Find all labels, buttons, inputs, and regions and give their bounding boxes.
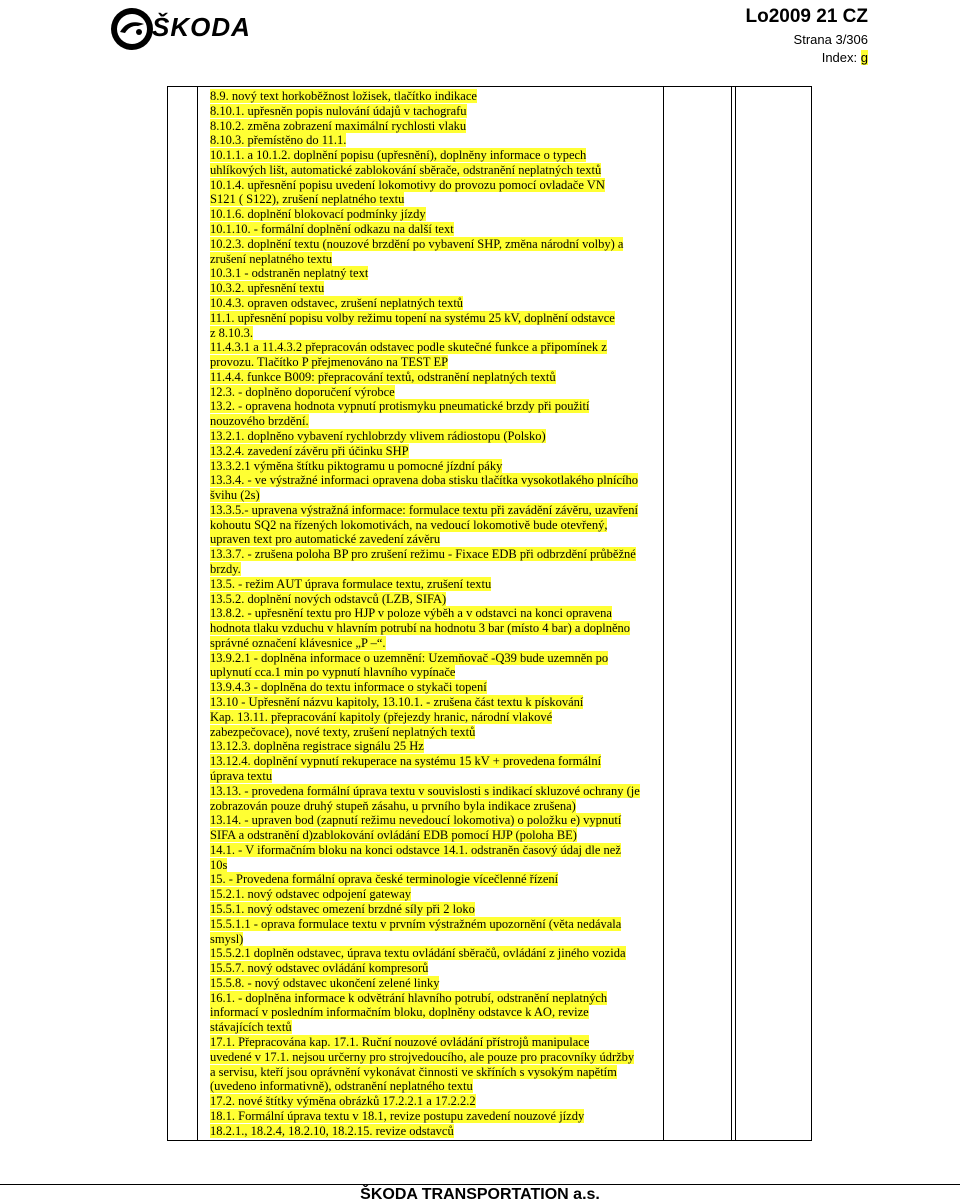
change-line [210,961,660,976]
change-line [210,577,660,592]
change-line [210,429,660,444]
change-line-text: 13.2. - opravena hodnota vypnutí protismyku pneumatické brzdy při použití [210,399,590,414]
change-line [210,976,660,991]
change-line-text: 13.5.2. doplnění nových odstavců (LZB, SIFA) [210,591,447,606]
change-line [210,606,660,621]
change-line-text: 18.2.1., 18.2.4, 18.2.10, 18.2.15. revize odstavců [210,1123,454,1138]
change-line-text: 13.12.4. doplnění vypnutí rekuperace na systému 15 kV + provedena formální [210,754,602,769]
change-line-text: 13.9.4.3 - doplněna do textu informace o stykači topení [210,680,487,695]
page-number: Strana 3/306 [793,32,868,47]
change-line [210,739,660,754]
change-line [210,813,660,828]
change-line [210,725,660,740]
change-line-text: švihu (2s) [210,488,260,503]
change-line [210,1035,660,1050]
change-line-text: upraven text pro automatické zavedení závěru [210,532,441,547]
change-line [210,222,660,237]
page-header [0,0,960,80]
change-line [210,1050,660,1065]
change-line [210,651,660,666]
brand-wordmark: ŠKODA [152,12,251,42]
change-line [210,828,660,843]
change-line [210,266,660,281]
change-line-text: 10.1.6. doplnění blokovací podmínky jízdy [210,207,426,222]
change-line [210,843,660,858]
change-line [210,119,660,134]
change-line [210,296,660,311]
change-line-text: 12.3. - doplněno doporučení výrobce [210,384,395,399]
change-line-text: 13.14. - upraven bod (zapnutí režimu nevedoucí lokomotiva) o položku e) vypnutí [210,813,622,828]
change-line-text: 10.4.3. opraven odstavec, zrušení neplatných textů [210,295,464,310]
change-line-text: 18.1. Formální úprava textu v 18.1, revize postupu zavedení nouzové jízdy [210,1108,585,1123]
change-line [210,414,660,429]
change-line-text: zobrazován pouze druhý stupeň zásahu, u prvního byla indikace zrušena) [210,798,576,813]
change-line-text: 10.3.1 - odstraněn neplatný text [210,266,369,281]
change-line [210,858,660,873]
change-line [210,799,660,814]
change-line [210,311,660,326]
footer-divider [0,1184,960,1185]
change-line-text: hodnota tlaku vzduchu v hlavním potrubí na hodnotu 3 bar (místo 4 bar) a doplněno [210,621,631,636]
change-line [210,488,660,503]
column-divider [731,87,732,1140]
change-line-text: uhlíkových lišt, automatické zablokování sběrače, odstranění neplatných textů [210,162,602,177]
change-line [210,237,660,252]
change-line-text: 13.2.1. doplněno vybavení rychlobrzdy vlivem rádiostopu (Polsko) [210,428,546,443]
change-line-text: provozu. Tlačítko P přejmenováno na TEST EP [210,355,449,370]
change-line [210,872,660,887]
change-line-text: smysl) [210,931,244,946]
change-line-text: správné označení klávesnice „P –“. [210,635,386,650]
change-line-text: 13.8.2. - upřesnění textu pro HJP v poloze výběh a v odstavci na konci opravena [210,606,612,621]
change-line-text: zabezpečovace), nové texty, zrušení neplatných textů [210,724,476,739]
change-line [210,385,660,400]
change-line [210,991,660,1006]
change-line [210,370,660,385]
change-line [210,532,660,547]
change-line-text: 11.4.3.1 a 11.4.3.2 přepracován odstavec podle skutečné funkce a připomínek z [210,340,607,355]
change-line-text: 13.5. - režim AUT úprava formulace textu, zrušení textu [210,576,492,591]
change-line-text: 8.10.2. změna zobrazení maximální rychlosti vlaku [210,118,467,133]
change-line-text: 13.12.3. doplněna registrace signálu 25 Hz [210,739,424,754]
change-line-text: uvedené v 17.1. nejsou určerny pro strojvedoucího, ale pouze pro pracovníky údržby [210,1049,635,1064]
change-line-text: 13.3.4. - ve výstražné informaci opravena doba stisku tlačítka vysokotlakého plnícího [210,473,639,488]
change-line [210,547,660,562]
change-line [210,1079,660,1094]
change-line-text: 13.2.4. zavedení závěru při účinku SHP [210,443,409,458]
change-line-text: z 8.10.3. [210,325,254,340]
change-line-text: 8.9. nový text horkoběžnost ložisek, tlačítko indikace [210,89,477,103]
change-line-text: 15.5.8. - nový odstavec ukončení zelené linky [210,975,440,990]
change-line [210,1020,660,1035]
change-line-text: 10s [210,857,228,872]
index-value: g [860,50,868,65]
change-line-text: 10.1.10. - formální doplnění odkazu na další text [210,222,454,237]
change-line-text: 15.5.1.1 - oprava formulace textu v prvním výstražném upozornění (věta nedávala [210,916,622,931]
change-line-text: 16.1. - doplněna informace k odvětrání hlavního potrubí, odstranění neplatných [210,990,608,1005]
change-line-text: uplynutí cca.1 min po vypnutí hlavního vypínače [210,665,456,680]
change-line-text: a servisu, kteří jsou oprávnění vykonávat činnosti ve skříních s vysokým napětím [210,1064,617,1079]
change-line-text: 10.1.1. a 10.1.2. doplnění popisu (upřesnění), doplněny informace o typech [210,148,587,163]
change-line [210,769,660,784]
change-line [210,562,660,577]
change-line-text: Kap. 13.11. přepracování kapitoly (přejezdy hranic, národní vlakové [210,709,553,724]
change-line [210,1094,660,1109]
change-line-text: informací v posledním informačním bloku, doplněny odstavce k AO, revize [210,1005,589,1020]
index-line [822,50,868,65]
change-line [210,1065,660,1080]
change-line [210,133,660,148]
change-line-text: (uvedeno informativně), odstranění neplatného textu [210,1079,473,1094]
change-line [210,680,660,695]
column-divider [197,87,198,1140]
change-line [210,192,660,207]
change-line-text: 8.10.3. přemístěno do 11.1. [210,133,347,148]
change-line [210,340,660,355]
change-line [210,503,660,518]
change-line-text: 11.1. upřesnění popisu volby režimu topení na systému 25 kV, doplnění odstavce [210,310,615,325]
change-line [210,148,660,163]
change-line-text: 15.5.2.1 doplněn odstavec, úprava textu ovládání sběračů, ovládání z jiného vozida [210,946,626,961]
change-line [210,754,660,769]
index-label: Index: [821,50,858,65]
change-line-text: 8.10.1. upřesněn popis nulování údajů v tachografu [210,103,467,118]
change-line [210,518,660,533]
change-line-text: 10.2.3. doplnění textu (nouzové brzdění po vybavení SHP, změna národní volby) a [210,236,624,251]
change-line [210,178,660,193]
change-line-text: S121 ( S122), zrušení neplatného textu [210,192,405,207]
change-line [210,1124,660,1139]
change-line-text: 17.1. Přepracována kap. 17.1. Ruční nouzové ovládání přístrojů manipulace [210,1035,590,1049]
change-line-text: SIFA a odstranění d)zablokování ovládání EDB pomocí HJP (poloha BE) [210,828,577,843]
change-line [210,946,660,961]
change-line [210,784,660,799]
change-line [210,1109,660,1124]
document-id: Lo2009 21 CZ [745,6,868,27]
change-line [210,399,660,414]
change-list [210,89,660,1138]
change-line [210,1005,660,1020]
change-line-text: nouzového brzdění. [210,414,309,429]
change-line-text: 15. - Provedena formální oprava české terminologie vícečlenné řízení [210,872,559,887]
change-line-text: 13.10 - Upřesnění názvu kapitoly, 13.10.1. - zrušena část textu k pískování [210,695,584,710]
change-line [210,636,660,651]
change-line [210,163,660,178]
change-line-text: 15.5.7. nový odstavec ovládání kompresorů [210,961,429,976]
change-line-text: brzdy. [210,562,241,576]
change-line-text: úprava textu [210,768,273,783]
change-line [210,355,660,370]
change-line [210,932,660,947]
change-line [210,695,660,710]
change-line-text: 13.9.2.1 - doplněna informace o uzemnění: Uzemňovač -Q39 bude uzemněn po [210,650,609,665]
change-line [210,887,660,902]
change-line-text: 11.4.4. funkce B009: přepracování textů, odstranění neplatných textů [210,369,556,384]
change-line-text: 14.1. - V iformačním bloku na konci odstavce 14.1. odstraněn časový údaj dle než [210,842,621,857]
change-line [210,665,660,680]
column-divider [735,87,736,1140]
change-line [210,444,660,459]
change-line [210,326,660,341]
change-line-text: 13.3.7. - zrušena poloha BP pro zrušení režimu - Fixace EDB při odbrzdění průběžné [210,547,636,562]
change-line-text: 10.3.2. upřesnění textu [210,281,325,296]
footer-company: ŠKODA TRANSPORTATION a.s. [360,1186,600,1203]
change-line [210,621,660,636]
column-divider [663,87,664,1140]
change-line-text: 13.13. - provedena formální úprava textu v souvislosti s indikací skluzové ochrany (je [210,783,640,798]
change-line [210,281,660,296]
change-line-text: 15.2.1. nový odstavec odpojení gateway [210,887,411,902]
change-line-text: 13.3.5.- upravena výstražná informace: formulace textu při zavádění závěru, uzavření [210,502,638,517]
change-log-table [167,86,812,1141]
change-line [210,917,660,932]
change-line-text: 10.1.4. upřesnění popisu uvedení lokomotivy do provozu pomocí ovladače VN [210,177,605,192]
change-line [210,710,660,725]
change-line-text: kohoutu SQ2 na řízených lokomotivách, na vedoucí lokomotivě bude otevřený, [210,517,608,532]
change-line [210,473,660,488]
change-line [210,459,660,474]
change-line [210,207,660,222]
change-line-text: stávajících textů [210,1020,292,1035]
change-line-text: 15.5.1. nový odstavec omezení brzdné síly při 2 loko [210,901,475,916]
change-line-text: 13.3.2.1 výměna štítku piktogramu u pomocné jízdní páky [210,458,503,473]
change-line [210,902,660,917]
change-line-text: 17.2. nové štítky výměna obrázků 17.2.2.1 a 17.2.2.2 [210,1094,476,1109]
change-line-text: zrušení neplatného textu [210,251,333,266]
change-line [210,89,660,104]
change-line [210,592,660,607]
change-line [210,104,660,119]
change-line [210,252,660,267]
